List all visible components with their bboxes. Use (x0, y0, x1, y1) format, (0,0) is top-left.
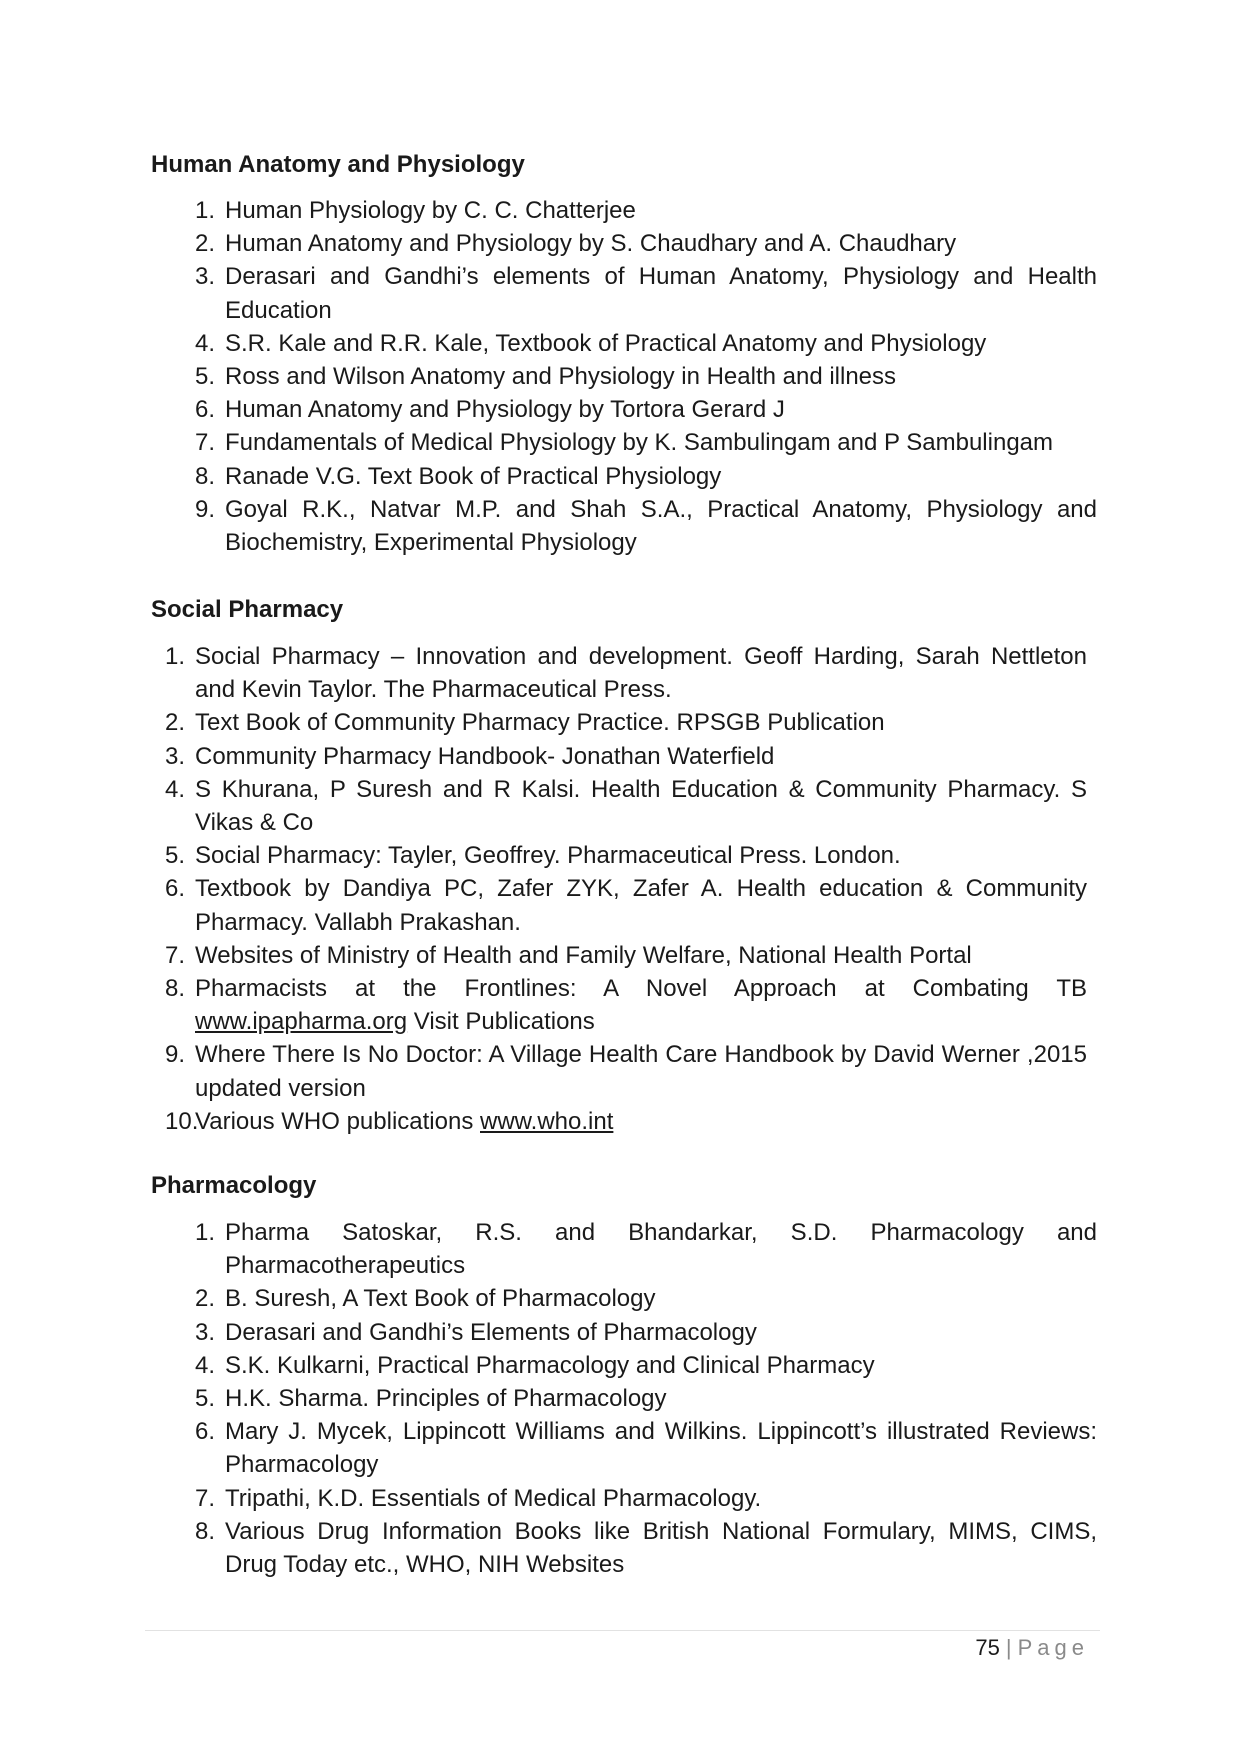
list-item: 2. Text Book of Community Pharmacy Practice. RPSGB Publication (165, 709, 885, 737)
reference-list-social-pharmacy (165, 640, 1087, 1138)
list-item: 1. Pharma Satoskar, R.S. and Bhandarkar, S.D. Pharmacology and Pharmacotherapeutics (195, 1219, 1097, 1280)
ipapharma-link[interactable]: www.ipapharma.org (195, 1008, 408, 1036)
list-item: 6. Human Anatomy and Physiology by Tortora Gerard J (195, 396, 785, 424)
list-item: 4. S.R. Kale and R.R. Kale, Textbook of Practical Anatomy and Physiology (195, 329, 987, 357)
reference-list-pharmacology (195, 1216, 1097, 1581)
list-item: 7. Websites of Ministry of Health and Family Welfare, National Health Portal (165, 941, 972, 969)
list-item: 1. Social Pharmacy – Innovation and development. Geoff Harding, Sarah Nettleton and Kevin Taylor. The Pharmaceutical Press. (165, 643, 1087, 704)
page-number: 75 (975, 1635, 1000, 1660)
list-item: 5. Ross and Wilson Anatomy and Physiology in Health and illness (195, 363, 897, 391)
section-heading-pharmacology: Pharmacology (151, 1172, 317, 1199)
list-item: 4. S Khurana, P Suresh and R Kalsi. Health Education & Community Pharmacy. S Vikas & Co (165, 775, 1087, 837)
list-item: 10. Various WHO publications www.who.int (165, 1107, 614, 1135)
list-item: 1. Human Physiology by C. C. Chatterjee (195, 197, 636, 224)
list-item: 3. Community Pharmacy Handbook- Jonathan Waterfield (165, 742, 775, 770)
list-item: 5. Social Pharmacy: Tayler, Geoffrey. Pharmaceutical Press. London. (165, 842, 901, 870)
list-item: 4. S.K. Kulkarni, Practical Pharmacology and Clinical Pharmacy (195, 1351, 875, 1379)
page-label: Page (1017, 1635, 1089, 1660)
footer-divider (145, 1630, 1100, 1631)
footer-separator: | (1005, 1635, 1012, 1660)
list-item: 8. Ranade V.G. Text Book of Practical Physiology (195, 462, 722, 490)
list-item: 3. Derasari and Gandhi’s elements of Human Anatomy, Physiology and Health Education (195, 263, 1097, 324)
list-item: 9. Goyal R.K., Natvar M.P. and Shah S.A., Practical Anatomy, Physiology and Biochemistry, Experimental Physiology (195, 495, 1097, 557)
list-item: 7. Fundamentals of Medical Physiology by K. Sambulingam and P Sambulingam (195, 429, 1053, 457)
section-heading-anatomy: Human Anatomy and Physiology (151, 151, 525, 178)
list-item: 7. Tripathi, K.D. Essentials of Medical Pharmacology. (195, 1484, 762, 1512)
section-heading-social-pharmacy: Social Pharmacy (151, 596, 344, 623)
list-item: 8. Pharmacists at the Frontlines: A Novel Approach at Combating TB www.ipapharma.org Visit Publications (165, 975, 1087, 1036)
list-item: 2. B. Suresh, A Text Book of Pharmacology (195, 1285, 656, 1313)
list-item: 5. H.K. Sharma. Principles of Pharmacology (195, 1385, 667, 1413)
reference-list-anatomy (195, 194, 1097, 559)
list-item: 2. Human Anatomy and Physiology by S. Chaudhary and A. Chaudhary (195, 230, 957, 258)
page-footer (975, 1634, 1089, 1662)
list-item: 8. Various Drug Information Books like British National Formulary, MIMS, CIMS, Drug Today etc., WHO, NIH Websites (195, 1517, 1097, 1579)
list-item: 9. Where There Is No Doctor: A Village Health Care Handbook by David Werner ,2015 updated version (165, 1041, 1087, 1102)
list-item: 3. Derasari and Gandhi’s Elements of Pharmacology (195, 1318, 757, 1346)
list-item: 6. Mary J. Mycek, Lippincott Williams and Wilkins. Lippincott’s illustrated Reviews: Pharmacology (195, 1418, 1097, 1479)
who-link[interactable]: www.who.int (480, 1107, 614, 1135)
list-item: 6. Textbook by Dandiya PC, Zafer ZYK, Zafer A. Health education & Community Pharmacy. Vallabh Prakashan. (165, 875, 1087, 936)
